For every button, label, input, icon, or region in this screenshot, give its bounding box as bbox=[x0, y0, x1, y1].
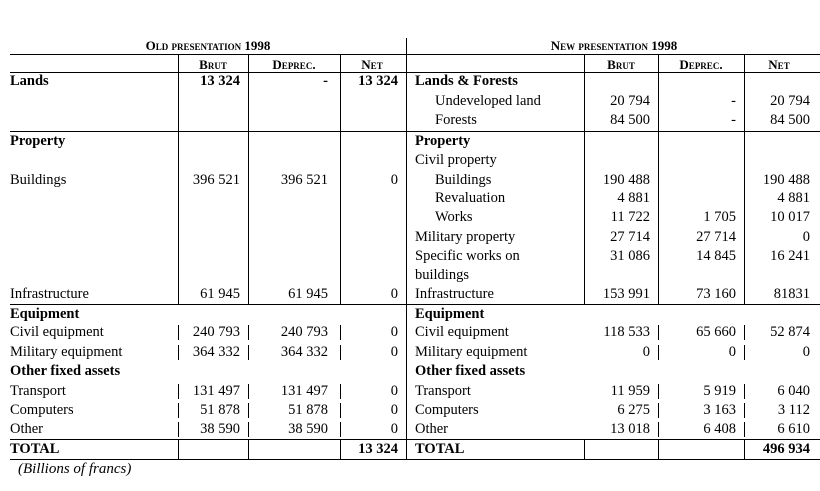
old-tick bbox=[248, 403, 249, 418]
new-row-label: Property bbox=[415, 133, 471, 149]
old-tick bbox=[340, 403, 341, 418]
new-row-label: Civil property bbox=[415, 152, 497, 168]
new-tick bbox=[744, 345, 745, 360]
new-row-label: Computers bbox=[415, 402, 479, 418]
top-rule bbox=[10, 54, 820, 55]
old-net-value: 0 bbox=[390, 286, 398, 302]
new-deprec-value: 1 705 bbox=[703, 209, 736, 225]
new-net-value: 6 610 bbox=[777, 421, 810, 437]
new-deprec-header: Deprec. bbox=[679, 57, 723, 72]
new-tick bbox=[658, 422, 659, 437]
new-row-label: Works bbox=[435, 209, 473, 225]
new-tick bbox=[744, 384, 745, 399]
new-brut-value: 11 959 bbox=[610, 383, 650, 399]
new-brut-value: 0 bbox=[642, 344, 650, 360]
old-net-value: 0 bbox=[390, 344, 398, 360]
new-tick bbox=[658, 384, 659, 399]
new-deprec-value: 27 714 bbox=[696, 229, 736, 245]
section-rule-equipment bbox=[10, 304, 820, 305]
new-row-label: Infrastructure bbox=[415, 286, 494, 302]
new-deprec-value: 65 660 bbox=[696, 324, 736, 340]
old-deprec-value: 364 332 bbox=[280, 344, 328, 360]
old-net-value: 0 bbox=[390, 324, 398, 340]
old-brut-rule bbox=[178, 439, 179, 459]
old-brut-value: 61 945 bbox=[200, 286, 240, 302]
new-row-label: Lands & Forests bbox=[415, 73, 518, 89]
new-row-label: Other bbox=[415, 421, 449, 437]
old-tick bbox=[340, 345, 341, 360]
old-deprec-value: 396 521 bbox=[280, 172, 328, 188]
new-row-label: Military property bbox=[415, 229, 516, 245]
old-row-label: Transport bbox=[10, 383, 66, 399]
old-brut-value: 51 878 bbox=[200, 402, 240, 418]
old-tick bbox=[178, 384, 179, 399]
new-net-rule bbox=[744, 439, 745, 459]
new-total-label: TOTAL bbox=[415, 441, 465, 457]
old-deprec-rule bbox=[248, 54, 249, 304]
new-net-value: 190 488 bbox=[762, 172, 810, 188]
new-tick bbox=[658, 325, 659, 340]
new-net-value: 496 934 bbox=[762, 441, 810, 457]
new-deprec-value: 6 408 bbox=[703, 421, 736, 437]
old-row-label: Equipment bbox=[10, 306, 80, 322]
new-brut-value: 6 275 bbox=[617, 402, 650, 418]
old-deprec-header: Deprec. bbox=[272, 57, 316, 72]
old-net-rule bbox=[340, 54, 341, 304]
new-brut-value: 13 018 bbox=[610, 421, 650, 437]
old-row-label: Computers bbox=[10, 402, 74, 418]
old-tick bbox=[248, 345, 249, 360]
old-deprec-value: - bbox=[323, 73, 328, 89]
old-net-value: 0 bbox=[390, 402, 398, 418]
new-net-value: 6 040 bbox=[777, 383, 810, 399]
new-brut-value: 11 722 bbox=[610, 209, 650, 225]
new-net-value: 84 500 bbox=[770, 112, 810, 128]
old-tick bbox=[340, 422, 341, 437]
new-net-rule bbox=[744, 54, 745, 304]
new-presentation-title: New presentation 1998 bbox=[550, 38, 678, 53]
new-brut-value: 31 086 bbox=[610, 248, 650, 264]
old-deprec-value: 38 590 bbox=[288, 421, 328, 437]
new-brut-value: 4 881 bbox=[617, 190, 650, 206]
old-brut-value: 131 497 bbox=[192, 383, 240, 399]
old-net-header: Net bbox=[361, 57, 383, 72]
old-brut-value: 396 521 bbox=[192, 172, 240, 188]
old-total-label: TOTAL bbox=[10, 441, 60, 457]
new-row-label: Buildings bbox=[435, 172, 492, 188]
new-tick bbox=[744, 325, 745, 340]
new-row-label: Undeveloped land bbox=[435, 93, 541, 109]
new-deprec-rule bbox=[658, 54, 659, 304]
old-row-label: Military equipment bbox=[10, 344, 123, 360]
old-tick bbox=[178, 345, 179, 360]
new-deprec-value: 73 160 bbox=[696, 286, 736, 302]
new-deprec-value: 3 163 bbox=[703, 402, 736, 418]
total-rule bbox=[10, 439, 820, 440]
new-brut-value: 27 714 bbox=[610, 229, 650, 245]
new-net-value: 4 881 bbox=[777, 190, 810, 206]
old-deprec-value: 240 793 bbox=[280, 324, 328, 340]
new-net-value: 52 874 bbox=[770, 324, 810, 340]
new-net-value: 3 112 bbox=[777, 402, 810, 418]
new-deprec-value: 5 919 bbox=[703, 383, 736, 399]
new-net-header: Net bbox=[768, 57, 790, 72]
new-tick bbox=[744, 403, 745, 418]
old-net-value: 0 bbox=[390, 172, 398, 188]
old-row-label: Lands bbox=[10, 73, 49, 89]
old-deprec-rule bbox=[248, 439, 249, 459]
new-brut-header: Brut bbox=[607, 57, 635, 72]
old-brut-value: 364 332 bbox=[192, 344, 240, 360]
new-brut-value: 84 500 bbox=[610, 112, 650, 128]
old-net-value: 13 324 bbox=[358, 73, 398, 89]
new-tick bbox=[658, 403, 659, 418]
old-tick bbox=[178, 325, 179, 340]
new-row-label: Revaluation bbox=[435, 190, 506, 206]
new-tick bbox=[658, 345, 659, 360]
old-row-label: Property bbox=[10, 133, 66, 149]
bottom-rule bbox=[10, 459, 820, 460]
old-net-rule bbox=[340, 439, 341, 459]
old-tick bbox=[248, 325, 249, 340]
new-row-label: buildings bbox=[415, 267, 469, 283]
old-row-label: Infrastructure bbox=[10, 286, 89, 302]
new-brut-rule bbox=[584, 439, 585, 459]
old-net-value: 0 bbox=[390, 383, 398, 399]
old-deprec-value: 131 497 bbox=[280, 383, 328, 399]
old-tick bbox=[178, 422, 179, 437]
header-rule bbox=[10, 72, 820, 73]
new-net-value: 0 bbox=[802, 229, 810, 245]
old-tick bbox=[248, 422, 249, 437]
new-row-label: Equipment bbox=[415, 306, 485, 322]
new-row-label: Transport bbox=[415, 383, 471, 399]
new-net-value: 10 017 bbox=[770, 209, 810, 225]
new-brut-value: 153 991 bbox=[602, 286, 650, 302]
new-brut-value: 190 488 bbox=[602, 172, 650, 188]
new-tick bbox=[744, 422, 745, 437]
old-brut-rule bbox=[178, 54, 179, 304]
new-deprec-value: 14 845 bbox=[696, 248, 736, 264]
footnote: (Billions of francs) bbox=[18, 461, 132, 477]
old-tick bbox=[340, 325, 341, 340]
old-net-value: 0 bbox=[390, 421, 398, 437]
old-row-label: Other bbox=[10, 421, 44, 437]
new-row-label: Military equipment bbox=[415, 344, 528, 360]
old-deprec-value: 51 878 bbox=[288, 402, 328, 418]
old-presentation-title: Old presentation 1998 bbox=[145, 38, 271, 53]
new-row-label: Forests bbox=[435, 112, 477, 128]
old-tick bbox=[340, 384, 341, 399]
new-deprec-value: - bbox=[731, 93, 736, 109]
old-brut-value: 38 590 bbox=[200, 421, 240, 437]
new-net-value: 81831 bbox=[773, 286, 810, 302]
old-tick bbox=[248, 384, 249, 399]
new-deprec-rule bbox=[658, 439, 659, 459]
new-row-label: Civil equipment bbox=[415, 324, 509, 340]
old-brut-header: Brut bbox=[199, 57, 227, 72]
old-net-value: 13 324 bbox=[358, 441, 398, 457]
old-brut-value: 240 793 bbox=[192, 324, 240, 340]
new-row-label: Specific works on bbox=[415, 248, 520, 264]
new-brut-value: 20 794 bbox=[610, 93, 650, 109]
section-rule-property bbox=[10, 131, 820, 132]
old-row-label: Other fixed assets bbox=[10, 363, 121, 379]
old-brut-value: 13 324 bbox=[200, 73, 240, 89]
new-net-value: 0 bbox=[802, 344, 810, 360]
old-tick bbox=[178, 403, 179, 418]
old-row-label: Buildings bbox=[10, 172, 67, 188]
new-brut-rule bbox=[584, 54, 585, 304]
middle-divider bbox=[406, 38, 407, 459]
new-row-label: Other fixed assets bbox=[415, 363, 526, 379]
old-deprec-value: 61 945 bbox=[288, 286, 328, 302]
old-row-label: Civil equipment bbox=[10, 324, 104, 340]
new-deprec-value: 0 bbox=[728, 344, 736, 360]
new-brut-value: 118 533 bbox=[603, 324, 650, 340]
new-net-value: 20 794 bbox=[770, 93, 810, 109]
new-net-value: 16 241 bbox=[770, 248, 810, 264]
new-deprec-value: - bbox=[731, 112, 736, 128]
